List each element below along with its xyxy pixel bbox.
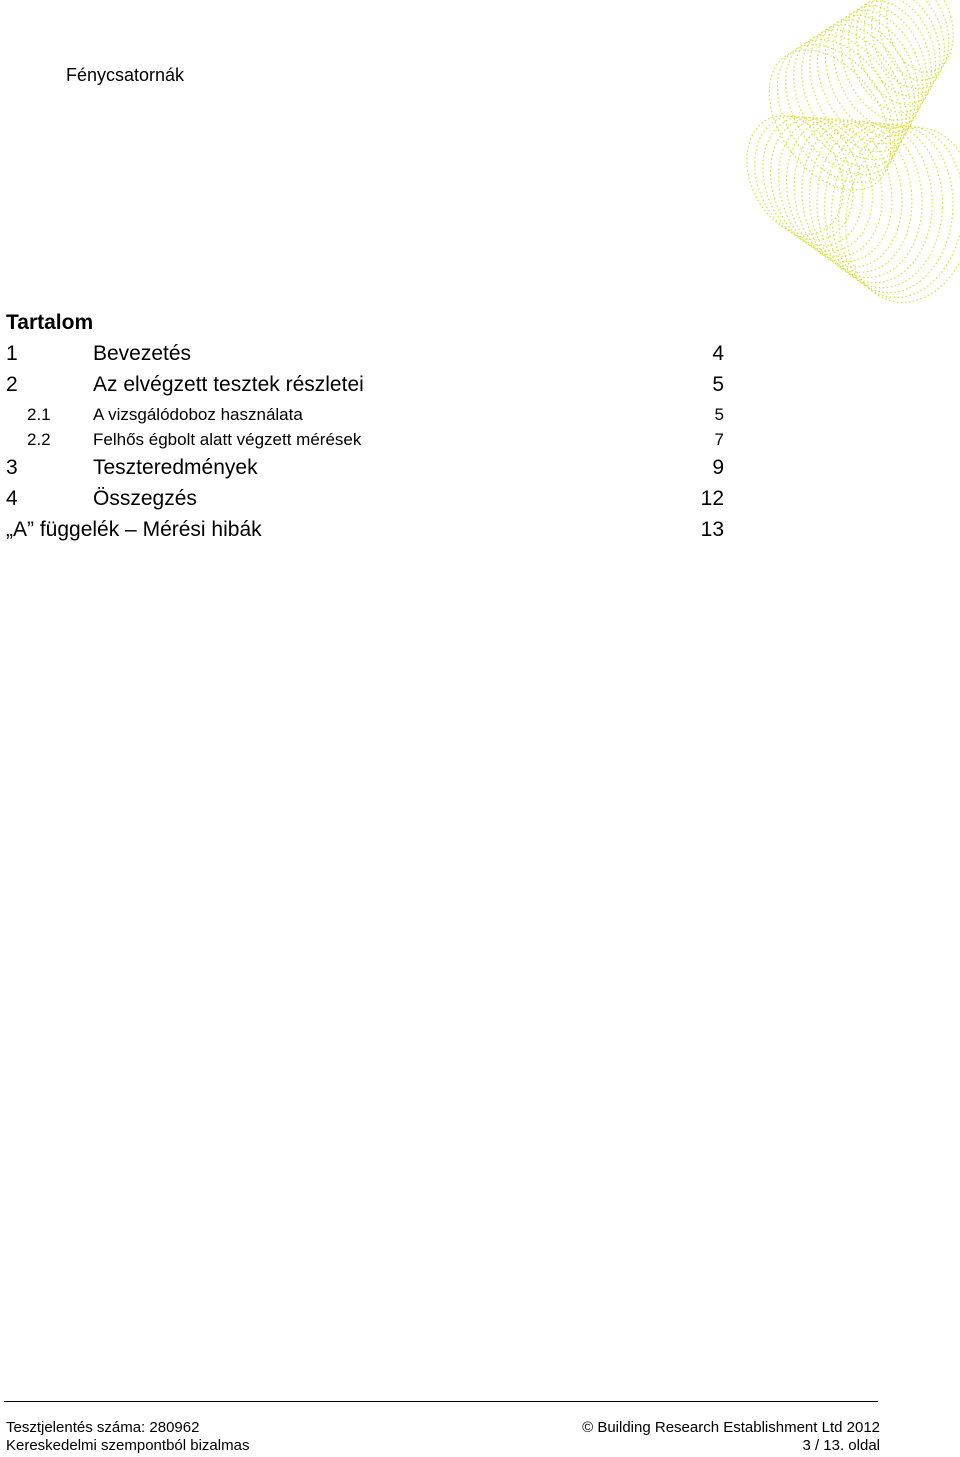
toc-entry-2-1[interactable] bbox=[0, 404, 730, 426]
logo-ring bbox=[868, 0, 960, 89]
logo-ring bbox=[822, 122, 945, 290]
toc-entry-page: 9 bbox=[712, 456, 724, 479]
logo-ring bbox=[807, 0, 937, 151]
footer-report-number: Tesztjelentés száma: 280962 bbox=[6, 1419, 200, 1436]
toc-entry-title: Az elvégzett tesztek részletei bbox=[93, 373, 364, 396]
bre-spiral-logo bbox=[700, 0, 960, 305]
toc-entry-number: 4 bbox=[6, 487, 18, 510]
toc-entry-number: 2.1 bbox=[27, 405, 51, 424]
toc-entry-title: Összegzés bbox=[93, 487, 197, 510]
logo-ring bbox=[780, 12, 928, 178]
toc-entry-2-2[interactable] bbox=[0, 429, 730, 451]
logo-ring bbox=[771, 15, 925, 186]
toc-entry-page: 4 bbox=[712, 342, 724, 365]
footer-copyright: © Building Research Establishment Ltd 2012 bbox=[582, 1419, 880, 1436]
logo-ring bbox=[877, 0, 960, 80]
toc-entry-4[interactable] bbox=[0, 486, 730, 512]
footer-divider bbox=[4, 1401, 878, 1402]
toc-entry-page: 12 bbox=[700, 487, 724, 510]
toc-entry-page: 13 bbox=[700, 518, 724, 541]
toc-entry-appendix-a[interactable] bbox=[0, 517, 730, 543]
toc-entry-page: 5 bbox=[712, 373, 724, 396]
logo-ring bbox=[737, 101, 871, 254]
toc-entry-1[interactable] bbox=[0, 341, 730, 367]
toc-entry-title: A vizsgálódoboz használata bbox=[93, 405, 303, 424]
logo-ring bbox=[789, 8, 931, 169]
logo-ring bbox=[798, 4, 934, 160]
toc-entry-number: 2 bbox=[6, 373, 18, 396]
logo-ring bbox=[755, 105, 888, 264]
toc-entry-number: 2.2 bbox=[27, 430, 51, 449]
logo-ring bbox=[859, 0, 956, 98]
logo-ring bbox=[764, 107, 896, 267]
document-header-title: Fénycsatornák bbox=[66, 65, 185, 85]
toc-entry-title: „A” függelék – Mérési hibák bbox=[6, 518, 262, 541]
logo-ring bbox=[842, 0, 950, 116]
logo-ring bbox=[816, 0, 941, 142]
toc-entry-page: 7 bbox=[714, 430, 724, 449]
toc-entry-number: 3 bbox=[6, 456, 18, 479]
toc-entry-title: Bevezetés bbox=[93, 342, 192, 365]
logo-ring bbox=[762, 19, 922, 195]
toc-entry-title: Teszteredmények bbox=[93, 456, 258, 479]
footer-confidentiality: Kereskedelmi szempontból bizalmas bbox=[6, 1437, 250, 1454]
toc-entry-number: 1 bbox=[6, 342, 18, 365]
toc-heading: Tartalom bbox=[6, 311, 94, 334]
toc-entry-2[interactable] bbox=[0, 372, 730, 398]
toc-entry-title: Felhős égbolt alatt végzett mérések bbox=[93, 430, 362, 449]
toc-entry-3[interactable] bbox=[0, 455, 730, 481]
logo-ring bbox=[829, 119, 960, 305]
logo-ring bbox=[816, 122, 933, 284]
footer-page-indicator: 3 / 13. oldal bbox=[802, 1437, 880, 1454]
toc-entry-page: 5 bbox=[714, 405, 724, 424]
